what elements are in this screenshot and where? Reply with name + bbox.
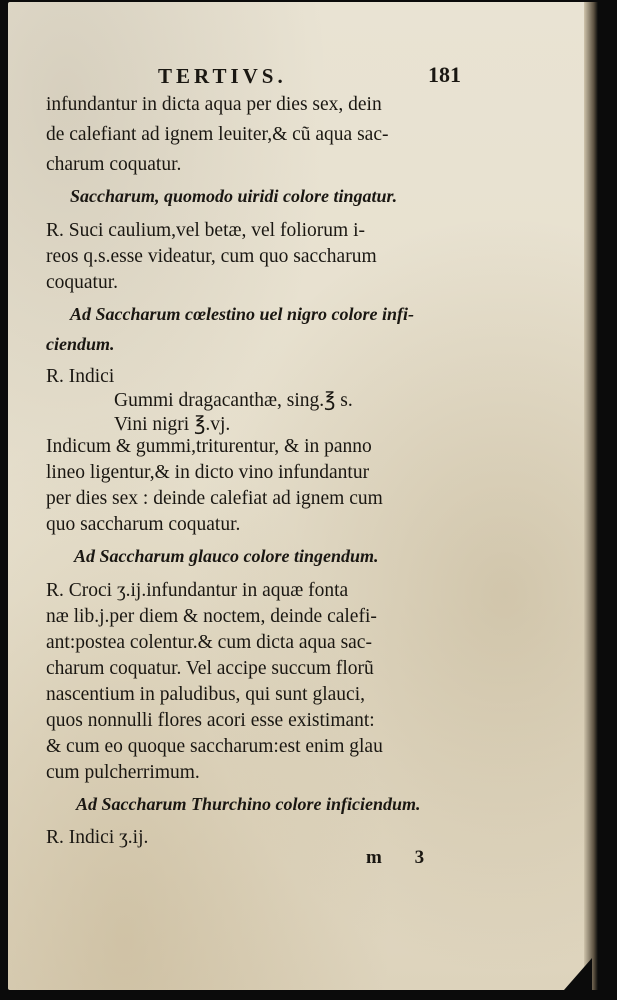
- recipe-line: Vini nigri ℥.vj.: [114, 414, 231, 435]
- page-edge-shadow: [584, 2, 598, 990]
- text-line: charum coquatur.: [46, 154, 182, 175]
- text-line: R. Suci caulium,vel betæ, vel foliorum i-: [46, 220, 365, 241]
- book-page: [8, 2, 592, 990]
- section-heading: Ad Saccharum Thurchino colore inficiendum.: [76, 794, 421, 814]
- text-line: cum pulcherrimum.: [46, 762, 200, 783]
- folded-corner: [564, 958, 592, 990]
- page-number: 181: [428, 62, 461, 87]
- section-heading: Ad Saccharum cœlestino uel nigro colore infi-: [70, 304, 415, 324]
- section-heading: Ad Saccharum glauco colore tingendum.: [74, 546, 379, 566]
- text-line: per dies sex : deinde calefiat ad ignem cum: [46, 488, 383, 509]
- recipe-line: Gummi dragacanthæ, sing.℥ s.: [114, 390, 353, 411]
- text-line: quos nonnulli flores acori esse existimant:: [46, 710, 375, 731]
- text-line: charum coquatur. Vel accipe succum florũ: [46, 658, 374, 679]
- text-line: quo saccharum coquatur.: [46, 514, 241, 535]
- text-line: & cum eo quoque saccharum:est enim glau: [46, 736, 383, 757]
- text-line: R. Croci ʒ.ij.infundantur in aquæ fonta: [46, 580, 349, 601]
- text-line: coquatur.: [46, 272, 119, 293]
- running-head: TERTIVS.: [158, 64, 287, 88]
- text-line: Indicum & gummi,triturentur, & in panno: [46, 436, 372, 457]
- signature-mark: m 3: [366, 847, 439, 868]
- text-line: næ lib.j.per diem & noctem, deinde calefi-: [46, 606, 377, 627]
- text-line: reos q.s.esse videatur, cum quo saccharum: [46, 246, 377, 267]
- section-heading: ciendum.: [46, 334, 115, 354]
- text-line: nascentium in paludibus, qui sunt glauci,: [46, 684, 365, 705]
- text-line: lineo ligentur,& in dicto vino infundantur: [46, 462, 370, 483]
- text-line: infundantur in dicta aqua per dies sex, dein: [46, 94, 382, 115]
- recipe-line: R. Indici: [46, 366, 115, 387]
- text-line: de calefiant ad ignem leuiter,& cũ aqua sac-: [46, 124, 389, 145]
- text-line: ant:postea colentur.& cum dicta aqua sac-: [46, 632, 372, 653]
- recipe-line: R. Indici ʒ.ij.: [46, 827, 149, 848]
- section-heading: Saccharum, quomodo uiridi colore tingatur.: [70, 186, 398, 206]
